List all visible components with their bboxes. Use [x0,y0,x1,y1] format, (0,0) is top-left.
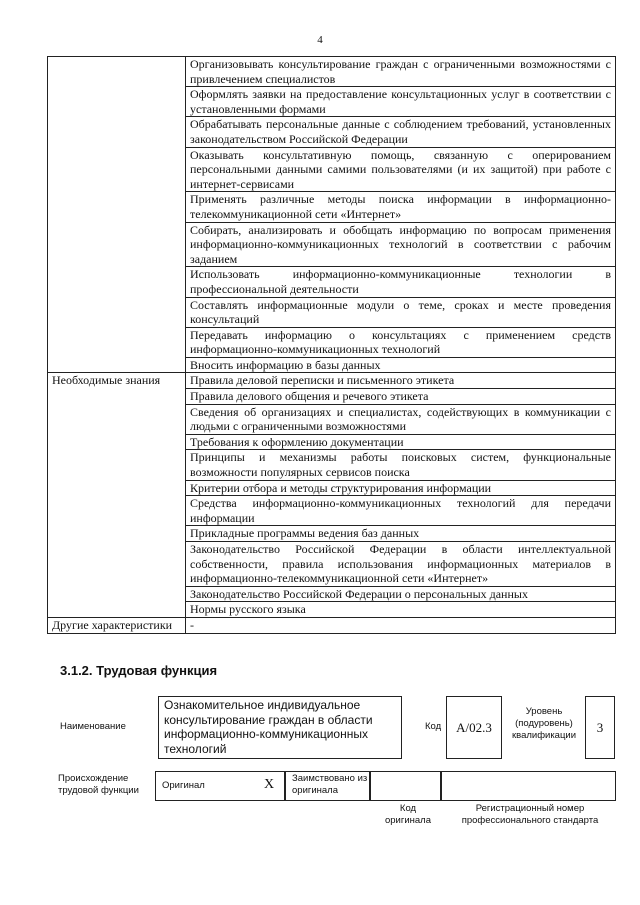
reg-number-cell [441,771,616,801]
section-title: 3.1.2. Трудовая функция [60,663,218,678]
original-mark: X [264,777,275,792]
knowledge-item: Критерии отбора и методы структурирования информации [186,480,616,496]
knowledge-item: Правила деловой переписки и письменного этикета [186,373,616,389]
knowledge-item: Прикладные программы ведения баз данных [186,526,616,542]
skill-item: Собирать, анализировать и обобщать информацию по вопросам применения информационно-коммуникационных технологий в соответствии с рабочим заданием [186,222,616,267]
skill-item: Оказывать консультативную помощь, связанную с оперированием персональными данными самими пользователями (и их защитой) при работе с интернет-сервисами [186,147,616,192]
knowledge-item: Законодательство Российской Федерации о персональных данных [186,586,616,602]
origin-label: Происхождение трудовой функции [58,773,139,796]
other-label-cell: Другие характеристики [48,617,186,633]
knowledge-item: Требования к оформлению документации [186,434,616,450]
table-row [48,373,616,389]
table-row [48,617,616,633]
knowledge-label-cell: Необходимые знания [48,373,186,618]
skill-item: Применять различные методы поиска информации в информационно-телекоммуникационной сети «Интернет» [186,192,616,222]
code-original-label: Код оригинала [384,803,431,826]
page-number: 4 [317,34,323,46]
skill-item: Использовать информационно-коммуникационные технологии в профессиональной деятельности [186,267,616,297]
skill-item: Передавать информацию о консультациях с применением средств информационно-коммуникационных технологий [186,327,616,357]
skill-item: Вносить информацию в базы данных [186,357,616,373]
skills-knowledge-table [47,56,616,634]
knowledge-item: Средства информационно-коммуникационных технологий для передачи информации [186,496,616,526]
other-item: - [186,617,616,633]
level-label: Уровень (подуровень) квалификации [511,706,577,741]
code-value: A/02.3 [446,696,502,759]
knowledge-item: Законодательство Российской Федерации в области интеллектуальной собственности, правила использования информационных материалов в информационно-телекоммуникационной сети «Интернет» [186,542,616,587]
knowledge-item: Правила делового общения и речевого этикета [186,389,616,405]
knowledge-item: Нормы русского языка [186,602,616,618]
name-label: Наименование [60,721,126,732]
borrowed-label: Заимствовано из оригинала [292,773,368,796]
level-value: 3 [585,696,615,759]
code-original-cell [370,771,441,801]
knowledge-item: Сведения об организациях и специалистах, содействующих в коммуникации с людьми с ограниченными возможностями [186,404,616,434]
skill-label-cell [48,57,186,373]
skill-item: Оформлять заявки на предоставление консультационных услуг в соответствии с установленными формами [186,87,616,117]
skill-item: Составлять информационные модули о теме, сроках и месте проведения консультаций [186,297,616,327]
code-label: Код [425,721,442,732]
function-name-field: Ознакомительное индивидуальное консультирование граждан в области информационно-коммуникационных технологий [158,696,402,759]
skill-item: Организовывать консультирование граждан с ограниченными возможностями с привлечением специалистов [186,57,616,87]
skill-item: Обрабатывать персональные данные с соблюдением требований, установленных законодательством Российской Федерации [186,117,616,147]
table-row [48,57,616,87]
reg-number-label: Регистрационный номер профессионального стандарта [461,803,599,826]
knowledge-item: Принципы и механизмы работы поисковых систем, функциональные возможности популярных сервисов поиска [186,450,616,480]
original-label: Оригинал [162,780,205,791]
